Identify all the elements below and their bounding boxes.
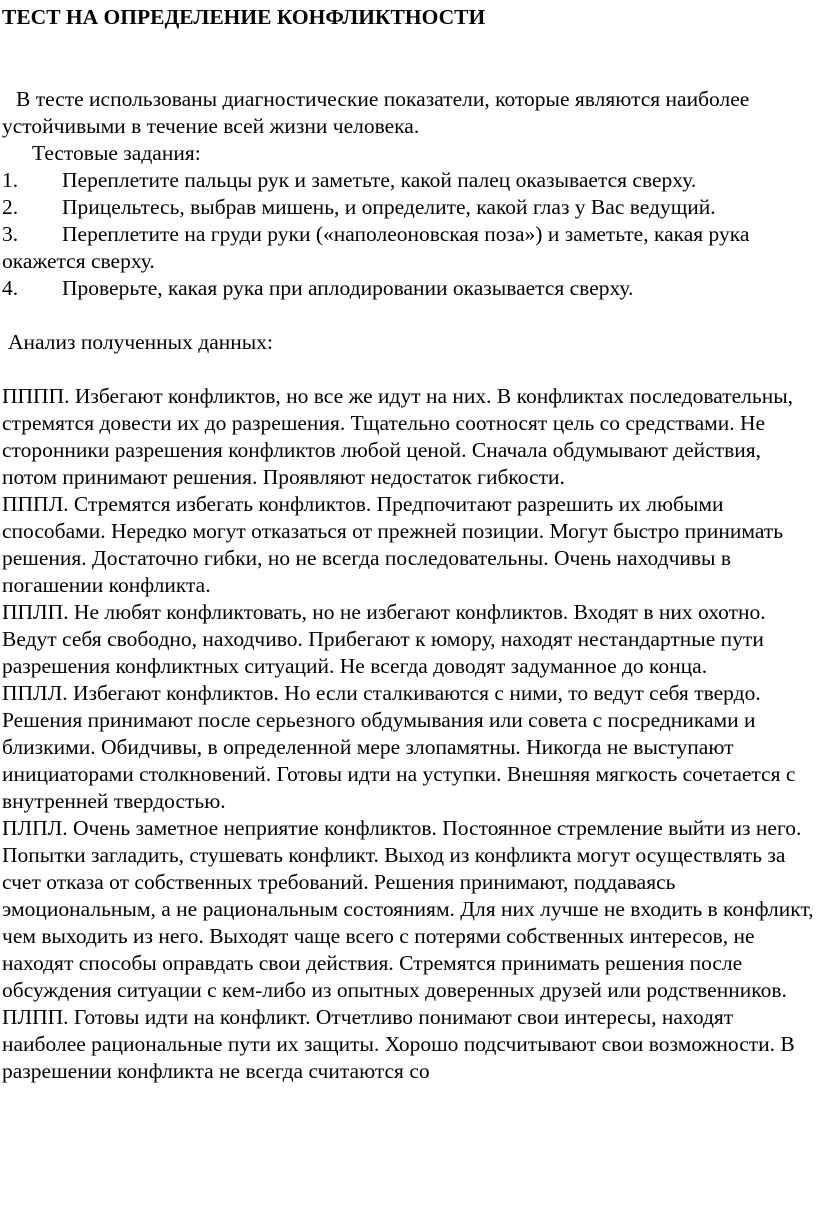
task-number: 2. [2,195,19,219]
task-item [0,275,816,302]
type-description: ППЛЛ. Избегают конфликтов. Но если сталкиваются с ними, то ведут себя твердо. Решения принимают после серьезного обдумывания или совета с посредниками и близкими. Обидчивы, в определенной мере злопамятны. Никогда не выступают инициаторами столкновений. Готовы идти на уступки. Внешняя мягкость сочетается с внутренней твердостью. [2,681,796,813]
task-item [0,194,816,221]
task-number: 3. [2,222,19,246]
tasks-label: Тестовые задания: [32,141,201,165]
type-description: ПППЛ. Стремятся избегать конфликтов. Предпочитают разрешить их любыми способами. Нередко могут отказаться от прежней позиции. Могут быстро принимать решения. Достаточно гибки, но не всегда последовательны. Очень находчивы в погашении конфликта. [2,492,784,597]
type-description: ППЛП. Не любят конфликтовать, но не избегают конфликтов. Входят в них охотно. Ведут себя свободно, находчиво. Прибегают к юмору, находят нестандартные пути разрешения конфликтных ситуаций. Не всегда доводят задуманное до конца. [2,600,766,678]
task-item [0,167,816,194]
type-description: ПЛПЛ. Очень заметное неприятие конфликтов. Постоянное стремление выйти из него. Попытки загладить, стушевать конфликт. Выход из конфликта могут осуществлять за счет отказа от собственных требований. Решения принимают, поддаваясь эмоциональным, а не рациональным состояниям. Для них лучше не входить в конфликт, чем выходить из него. Выходят чаще всего с потерями собственных интересов, не находят способы оправдать свои действия. Стремятся принимать решения после обсуждения ситуации с кем-либо из опытных доверенных друзей или родственников. [2,816,814,1002]
task-number: 4. [2,276,19,300]
document-title: ТЕСТ НА ОПРЕДЕЛЕНИЕ КОНФЛИКТНОСТИ [2,5,486,29]
task-text: Прицельтесь, выбрав мишень, и определите, какой глаз у Вас ведущий. [62,195,716,219]
type-description: ПППП. Избегают конфликтов, но все же идут на них. В конфликтах последовательны, стремятся довести их до разрешения. Тщательно соотносят цель со средствами. Не сторонники разрешения конфликтов любой ценой. Сначала обдумывают действия, потом принимают решения. Проявляют недостаток гибкости. [2,384,794,489]
type-descriptions [0,383,816,1085]
task-number: 1. [2,168,19,192]
type-description: ПЛПП. Готовы идти на конфликт. Отчетливо понимают свои интересы, находят наиболее рациональные пути их защиты. Хорошо подсчитывают свои возможности. В разрешении конфликта не всегда считаются со [2,1005,795,1083]
task-item [0,221,816,275]
intro-paragraph: В тесте использованы диагностические показатели, которые являются наиболее устойчивыми в течение всей жизни человека. [2,87,750,138]
task-text: Переплетите на груди руки («наполеоновская поза») и заметьте, какая рука окажется сверху. [2,222,750,273]
analysis-label: Анализ полученных данных: [8,330,273,354]
task-text: Переплетите пальцы рук и заметьте, какой палец оказывается сверху. [62,168,697,192]
task-list [0,167,816,302]
task-text: Проверьте, какая рука при аплодировании оказывается сверху. [62,276,634,300]
